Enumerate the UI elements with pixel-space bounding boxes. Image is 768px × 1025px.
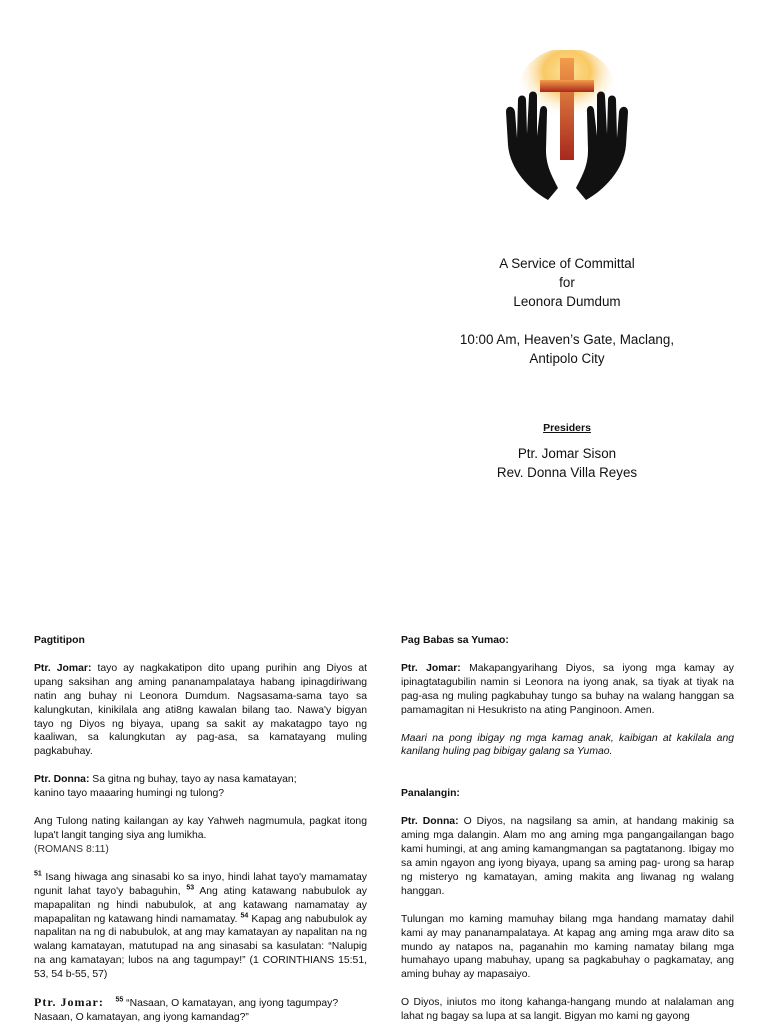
paragraph — [401, 662, 734, 718]
paragraph-text: Sa gitna ng buhay, tayo ay nasa kamatayan; — [89, 774, 297, 786]
verse-number: 55 — [115, 996, 124, 1004]
speaker-label: Ptr. Jomar: — [401, 662, 461, 674]
paragraph-text: Maari na pong ibigay ng mga kamag anak, kaibigan at kakilala ang kanilang huling pag bibigay galang sa Yumao. — [401, 732, 734, 758]
paragraph-text: Nasaan, O kamatayan, ang iyong kamandag?” — [34, 1011, 249, 1023]
venue-line: 10:00 Am, Heaven’s Gate, Maclang, — [459, 332, 675, 347]
cross-hands-icon — [500, 50, 634, 206]
title-line: for — [559, 275, 575, 290]
presider-name: Ptr. Jomar Sison — [517, 446, 617, 461]
section-heading: Pag Babas sa Yumao: — [401, 635, 509, 646]
paragraph-text: O Diyos, iniutos mo itong kahanga-hangang mundo at nalalaman ang lahat ng bagay sa lupa at sa langit. Bigyan mo kami ng gayong — [401, 997, 734, 1023]
paragraph-text: Kapag ang nabubulok ay napalitan na ng di nabubulok, at ang may kamatayan ay napalitan na ng walang kamatayan, matutupad na ang sinasabi sa kasulatan: “Nalupig na ang kamatayan; lubos na ang tagumpay!” (1 CORINTHIANS 15:51, 53, 54 b-55, 57) — [34, 913, 367, 981]
paragraph-text: Makapangyarihang Diyos, sa iyong mga kamay ay ipinagtatagubilin namin si Leonora na iyong anak, sa tiyak at tiyak na pag-asa ng muling pagkabuhay tungo sa buhay na walang hanggan sa pamamagitan ni Hesukristo na ating Panginoon. Amen. — [401, 662, 734, 716]
verse-number: 51 — [34, 870, 42, 878]
venue — [400, 330, 734, 368]
paragraph — [34, 773, 367, 801]
paragraph — [34, 815, 367, 857]
paragraph — [401, 913, 734, 983]
cross-vertical — [560, 58, 574, 160]
section-heading: Pagtitipon — [34, 635, 85, 646]
paragraph-text: Ang ating katawang nabubulok ay mapapalitan ng hindi nabubulok, at ang katawang namamatay ay mapapalitan ng katawang hindi namamatay. — [34, 885, 367, 925]
cross-horizontal — [540, 80, 594, 92]
paragraph — [34, 871, 367, 982]
scripture-reference: (ROMANS 8:11) — [34, 843, 109, 855]
right-column — [401, 634, 734, 1024]
presider-name: Rev. Donna Villa Reyes — [496, 465, 638, 480]
paragraph-text: kanino tayo maaaring humingi ng tulong? — [34, 788, 225, 800]
left-column — [34, 634, 367, 1025]
paragraph — [401, 732, 734, 760]
speaker-label: Ptr. Donna: — [401, 816, 459, 828]
speaker-label: Ptr. Donna: — [34, 774, 90, 786]
speaker-label: Ptr. Jomar: — [34, 662, 92, 674]
paragraph-text: “Nasaan, O kamatayan, ang iyong tagumpay? — [123, 998, 339, 1010]
paragraph — [34, 996, 367, 1025]
presiders-label: Presiders — [543, 422, 591, 434]
paragraph-text: O Diyos, na nagsilang sa amin, at handang makinig sa aming mga dalangin. Alam mo ang aming mga pangangailangan bago kami humingi, at ang aming kamangmangan sa pagtatanong. Ibigay mo sa amin ngayon ang iyong biyaya, upang sa aming pag- urong sa harap ng misteryo ng kamatayan, aming makita ang liwanag ng walang hanggan. — [401, 816, 735, 897]
service-title — [400, 254, 734, 311]
paragraph — [401, 996, 734, 1024]
paragraph-text: tayo ay nagkakatipon dito upang purihin ang Diyos at upang saksihan ang aming pananampalataya habang ipinagdiriwang natin ang buhay ni Leonora Dumdum. Nagsasama-sama tayo sa kalungkutan, kinikilala ang ati8ng kawalan bilang tao. Nawa'y bigyan tayo ng Diyos ng biyaya, upang sa sakit ay makatagpo tayo ng kaaliwan, sa kalungkutan ay pag-asa, sa kamatayang muling pagkabuhay. — [34, 662, 367, 758]
title-line: Leonora Dumdum — [513, 294, 621, 309]
section-heading: Panalangin: — [401, 788, 460, 800]
title-line: A Service of Committal — [499, 256, 635, 271]
paragraph-text: Tulungan mo kaming mamuhay bilang mga handang mamatay dahil kami ay may pananampalataya. At kapag ang aming mga araw dito sa mundo ay natapos na, paganahin mo kaming namatay bilang mga humahayo upang mabuhay, upang sa pagkabuhay o pagkamatay, ang aming buhay ay mapasaiyo. — [401, 913, 734, 981]
venue-line: Antipolo City — [529, 351, 605, 366]
paragraph — [401, 815, 734, 898]
paragraph-text: Isang hiwaga ang sinasabi ko sa inyo, hindi lahat tayo'y mamamatay ngunit lahat tayo'y babaguhin, — [34, 871, 367, 897]
paragraph-text: Ang Tulong nating kailangan ay kay Yahweh nagmumula, pagkat itong lupa't langit tanging siya ang lumikha. — [34, 816, 367, 841]
paragraph — [34, 662, 367, 759]
verse-number: 53 — [186, 884, 195, 892]
presiders-list — [400, 444, 734, 482]
verse-number: 54 — [240, 912, 249, 920]
speaker-label: Ptr. Jomar: — [34, 995, 104, 1010]
